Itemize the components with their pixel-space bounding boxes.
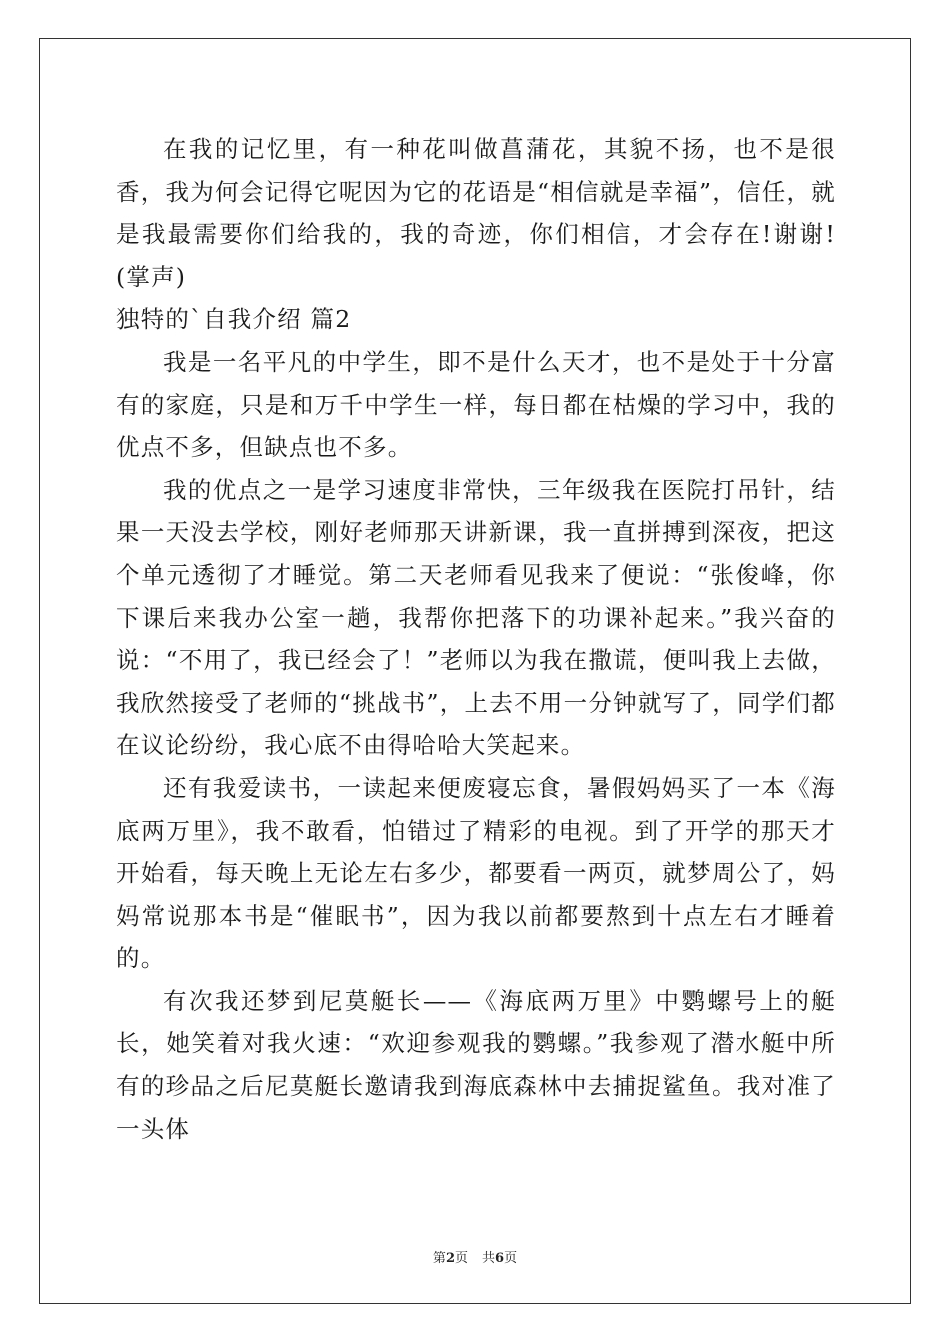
total-prefix: 共 xyxy=(482,1251,496,1266)
page-suffix: 页 xyxy=(454,1251,468,1266)
page-footer xyxy=(0,1247,950,1266)
page-current: 2 xyxy=(445,1251,455,1266)
paragraph-5: 有次我还梦到尼莫艇长——《海底两万里》中鹦螺号上的艇长，她笑着对我火速：“欢迎参观我的鹦螺。”我参观了潜水艇中所有的珍品之后尼莫艇长邀请我到海底森林中去捕捉鲨鱼。我对准了一头体 xyxy=(116,986,836,1143)
document-body xyxy=(116,128,836,1150)
paragraph-4: 还有我爱读书，一读起来便废寝忘食，暑假妈妈买了一本《海底两万里》，我不敢看，怕错过了精彩的电视。到了开学的那天才开始看，每天晚上无论左右多少，都要看一两页，就梦周公了，妈妈常说那本书是“催眠书”，因为我以前都要熬到十点左右才睡着的。 xyxy=(116,773,836,973)
page-prefix: 第 xyxy=(432,1251,446,1266)
section-heading: 独特的`自我介绍 篇2 xyxy=(116,305,352,334)
page-total: 6 xyxy=(495,1251,505,1266)
total-suffix: 页 xyxy=(504,1251,518,1266)
paragraph-3: 我的优点之一是学习速度非常快，三年级我在医院打吊针，结果一天没去学校，刚好老师那天讲新课，我一直拼搏到深夜，把这个单元透彻了才睡觉。第二天老师看见我来了便说：“张俊峰，你下课后来我办公室一趟，我帮你把落下的功课补起来。”我兴奋的说：“不用了，我已经会了！”老师以为我在撒谎，便叫我上去做，我欣然接受了老师的“挑战书”，上去不用一分钟就写了，同学们都在议论纷纷，我心底不由得哈哈大笑起来。 xyxy=(116,475,836,760)
paragraph-2: 我是一名平凡的中学生，即不是什么天才，也不是处于十分富有的家庭，只是和万千中学生一样，每日都在枯燥的学习中，我的优点不多，但缺点也不多。 xyxy=(116,347,836,462)
paragraph-1: 在我的记忆里，有一种花叫做菖蒲花，其貌不扬，也不是很香，我为何会记得它呢因为它的花语是“相信就是幸福”，信任，就是我最需要你们给我的，我的奇迹，你们相信，才会存在!谢谢!(掌声) xyxy=(116,135,836,291)
